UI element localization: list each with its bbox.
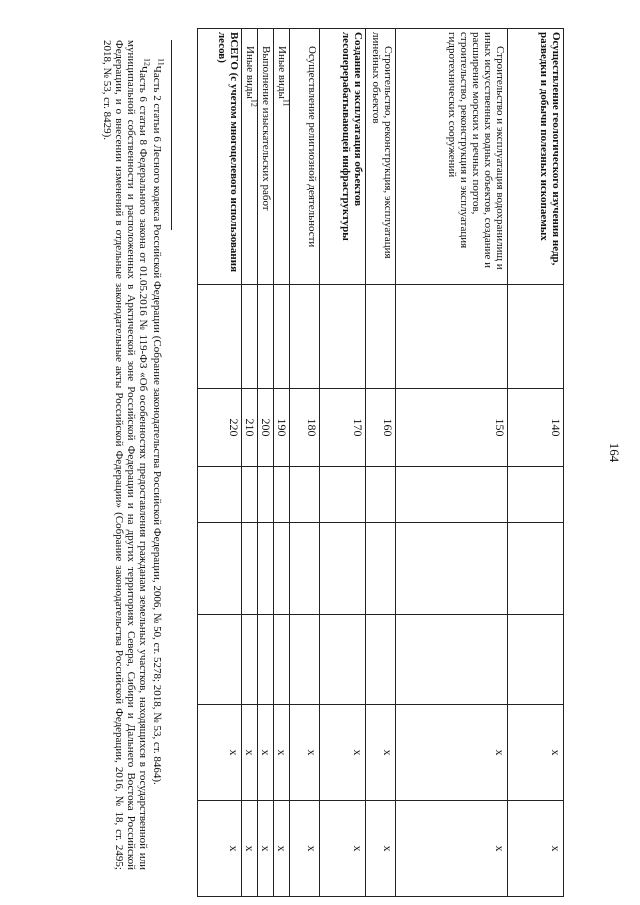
cross-mark-cell: x [508,801,564,897]
cross-mark-cell: x [396,801,508,897]
page-number: 164 [607,442,622,463]
empty-cell [242,467,258,523]
table-row [320,29,366,897]
empty-cell [366,615,396,705]
footnote-mark: 12 [142,58,152,66]
forest-use-table [197,28,564,897]
footnote [151,40,166,870]
row-code: 180 [290,389,320,467]
cross-mark-cell: x [274,801,290,897]
empty-cell [396,615,508,705]
row-label: ВСЕГО (с учетом многоцелевого использования лесов) [198,29,242,285]
table-body [198,29,564,897]
cross-mark-cell: x [290,705,320,801]
empty-cell [258,523,274,615]
empty-cell [290,285,320,389]
row-code: 160 [366,389,396,467]
empty-cell [396,285,508,389]
empty-cell [508,523,564,615]
table-row [274,29,290,897]
cross-mark-cell: x [258,801,274,897]
row-code: 140 [508,389,564,467]
row-label: Строительство и эксплуатация водохранилищ и иных искусственных водных объектов, создание и расширение морских и речных портов, строительство, реконструкция и эксплуатация гидротехнических сооружений [396,29,508,285]
row-code: 220 [198,389,242,467]
empty-cell [508,467,564,523]
table-row [198,29,242,897]
table-row [258,29,274,897]
row-label: Строительство, реконструкция, эксплуатация линейных объектов [366,29,396,285]
empty-cell [396,523,508,615]
footnote-text: Часть 2 статьи 6 Лесного кодекса Российской Федерации (Собрание законодательства Российской Федерации, 2006, № 50, ст. 5278; 2018, № 53, ст. 8464). [151,65,163,785]
empty-cell [258,467,274,523]
cross-mark-cell: x [290,801,320,897]
empty-cell [274,523,290,615]
empty-cell [198,467,242,523]
footnote-mark: 11 [156,58,166,66]
table-row [242,29,258,897]
empty-cell [508,285,564,389]
cross-mark-cell: x [198,705,242,801]
empty-cell [258,285,274,389]
empty-cell [508,615,564,705]
empty-cell [274,285,290,389]
empty-cell [396,467,508,523]
empty-cell [274,467,290,523]
table-row [508,29,564,897]
empty-cell [290,523,320,615]
cross-mark-cell: x [320,801,366,897]
cross-mark-cell: x [508,705,564,801]
empty-cell [290,615,320,705]
empty-cell [320,615,366,705]
row-code: 210 [242,389,258,467]
cross-mark-cell: x [258,705,274,801]
footnote-text: Часть 6 статьи 8 Федерального закона от 01.05.2016 № 119-ФЗ «Об особенностях предоставления гражданам земельных участков, находящихся в государственной или муниципальной собственности и расположенных в Арктической зоне Российской Федерации и на других территориях Севера, Сибири и Дальнего Востока Российской Федерации, и о внесении изменений в отдельные законодательные акты Российской Федерации» (Собрание законодательства Российской Федерации, 2016, № 18, ст. 2495; 2018, № 53, ст. 8429). [101,40,149,870]
cross-mark-cell: x [198,801,242,897]
empty-cell [198,523,242,615]
row-label: Иные виды$^{12}$ [242,29,258,285]
cross-mark-cell: x [320,705,366,801]
cross-mark-cell: x [242,705,258,801]
cross-mark-cell: x [366,705,396,801]
row-code: 200 [258,389,274,467]
table-row [366,29,396,897]
empty-cell [258,615,274,705]
table-row [290,29,320,897]
empty-cell [366,523,396,615]
table-row [396,29,508,897]
empty-cell [242,615,258,705]
row-label: Осуществление религиозной деятельности [290,29,320,285]
empty-cell [320,467,366,523]
footnote-ref: 11 [281,98,291,107]
footnote-rule [171,40,172,230]
empty-cell [242,523,258,615]
row-label: Создание и эксплуатация объектов лесоперерабатывающей инфраструктуры [320,29,366,285]
cross-mark-cell: x [366,801,396,897]
row-label: Осуществление геологического изучения недр, разведки и добычи полезных ископаемых [508,29,564,285]
empty-cell [366,467,396,523]
row-code: 170 [320,389,366,467]
empty-cell [320,523,366,615]
cross-mark-cell: x [396,705,508,801]
empty-cell [290,467,320,523]
row-label: Выполнение изыскательских работ [258,29,274,285]
cross-mark-cell: x [274,705,290,801]
row-code: 190 [274,389,290,467]
empty-cell [274,615,290,705]
empty-cell [366,285,396,389]
footnote-ref: 12 [249,98,259,107]
footnote-list [101,40,166,870]
footnote [101,40,152,870]
empty-cell [198,285,242,389]
cross-mark-cell: x [242,801,258,897]
empty-cell [242,285,258,389]
row-code: 150 [396,389,508,467]
empty-cell [320,285,366,389]
row-label: Иные виды$^{11}$ [274,29,290,285]
empty-cell [198,615,242,705]
footnotes [99,40,172,870]
